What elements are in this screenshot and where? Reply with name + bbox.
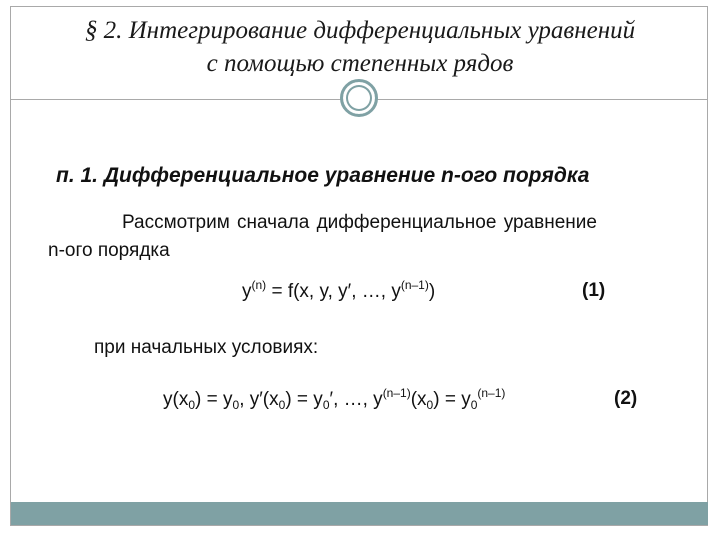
paragraph-line-2: n-ого порядка xyxy=(48,240,170,261)
eq2-sub-3: 0 xyxy=(278,398,286,412)
equation-1-number: (1) xyxy=(582,280,606,301)
eq2-sub-4: 0 xyxy=(322,398,330,412)
eq2-part-7: ) = y xyxy=(433,389,471,410)
eq2-sup-5: (n–1) xyxy=(382,386,411,400)
title-line-2: с помощью степенных рядов xyxy=(206,50,514,77)
eq2-part-5: ′, …, y xyxy=(329,389,383,410)
ring-ornament-icon xyxy=(340,79,378,117)
eq2-sub-2: 0 xyxy=(232,398,240,412)
eq2-sub-6: 0 xyxy=(426,398,434,412)
eq2-part-6: (x xyxy=(410,389,427,410)
eq1-rhs: = f(x, y, y′, …, y xyxy=(266,281,401,302)
eq2-sub-1: 0 xyxy=(188,398,196,412)
eq2-part-1: y(x xyxy=(163,389,189,410)
eq2-sub-7: 0 xyxy=(470,398,478,412)
eq1-rhs-sup: (n–1) xyxy=(400,278,429,292)
conditions-label: при начальных условиях: xyxy=(94,337,319,358)
eq2-part-4: ) = y xyxy=(285,389,323,410)
equation-2-number: (2) xyxy=(614,388,638,409)
title-line-1: § 2. Интегрирование дифференциальных уравнений xyxy=(84,17,636,44)
slide-title xyxy=(0,14,720,80)
eq2-part-3: , y′(x xyxy=(239,389,279,410)
eq1-lhs-base: y xyxy=(242,281,252,302)
footer-bar xyxy=(11,502,708,525)
paragraph-line-1: Рассмотрим сначала дифференциальное уравнение xyxy=(122,212,597,233)
eq1-close: ) xyxy=(428,281,436,302)
eq1-lhs-sup: (n) xyxy=(251,278,267,292)
equation-2 xyxy=(163,388,505,412)
section-subtitle: п. 1. Дифференциальное уравнение n-ого порядка xyxy=(56,164,590,187)
equation-1 xyxy=(242,280,435,304)
eq2-sup-7: (n–1) xyxy=(477,386,506,400)
eq2-part-2: ) = y xyxy=(195,389,233,410)
